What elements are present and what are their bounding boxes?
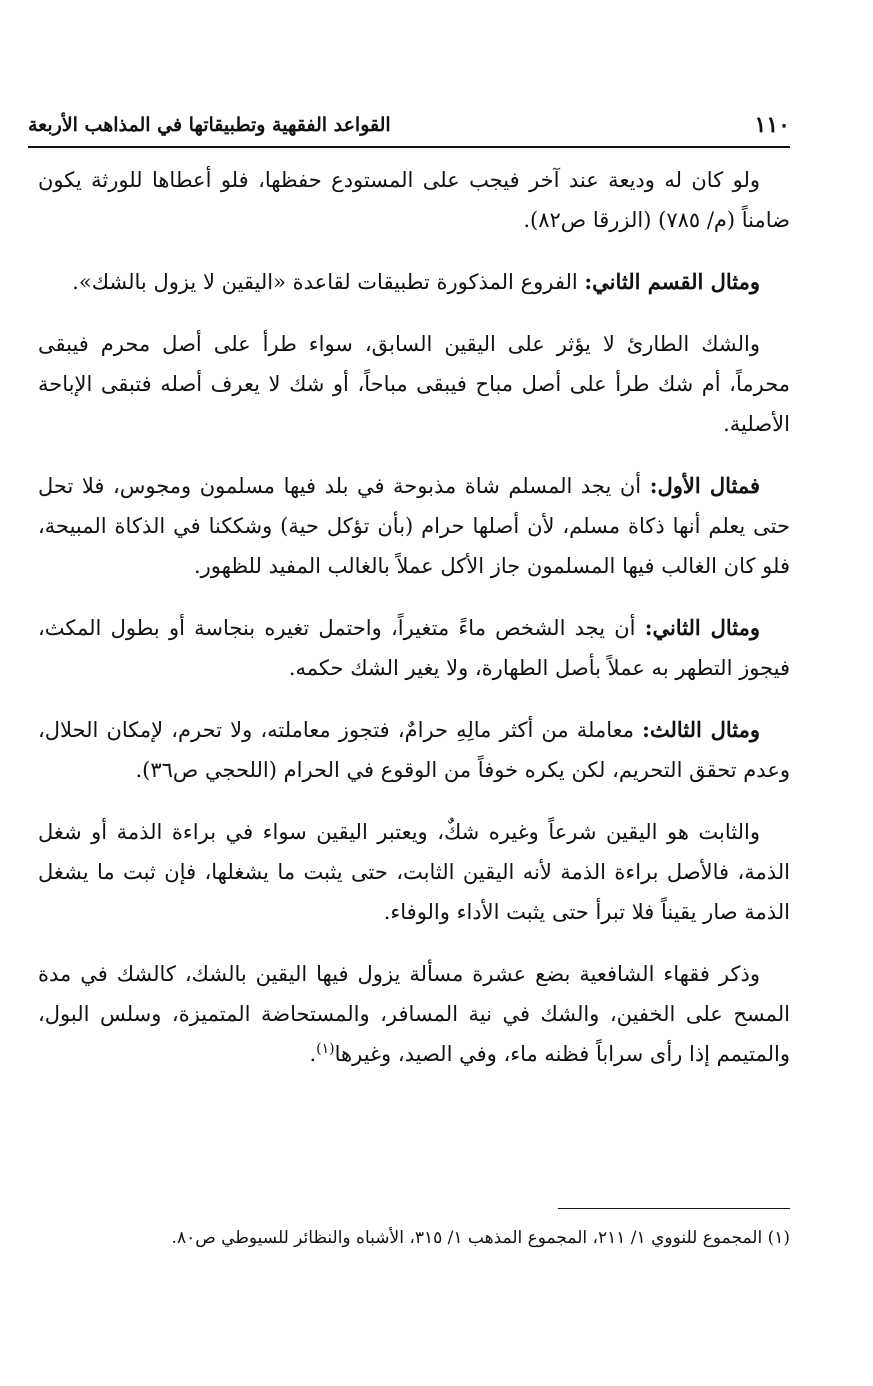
paragraph-lead: ومثال القسم الثاني:	[584, 269, 760, 294]
paragraph-lead: فمثال الأول:	[649, 473, 761, 498]
paragraph	[38, 710, 790, 790]
footnote-reference[interactable]: (١)	[316, 1041, 335, 1057]
paragraph	[38, 812, 790, 932]
paragraph-text: معاملة من أكثر مالِهِ حرامٌ، فتجوز معاملته، ولا تحرم، لإمكان الحلال، وعدم تحقق التحريم، لكن يكره خوفاً من الوقوع في الحرام (اللحجي ص٣٦).	[38, 718, 790, 782]
running-title: القواعد الفقهية وتطبيقاتها في المذاهب الأربعة	[28, 114, 391, 136]
paragraph	[38, 954, 790, 1074]
paragraph-text: الفروع المذكورة تطبيقات لقاعدة «اليقين لا يزول بالشك».	[72, 270, 585, 294]
footnote: (١) المجموع للنووي ١/ ٢١١، المجموع المذهب ١/ ٣١٥، الأشباه والنظائر للسيوطي ص٨٠.	[171, 1228, 790, 1248]
paragraph-lead: ومثال الثاني:	[644, 615, 760, 640]
page-number: ١١٠	[754, 112, 790, 138]
header-divider	[28, 146, 790, 148]
footnote-divider	[558, 1208, 790, 1209]
paragraph-text: وذكر فقهاء الشافعية بضع عشرة مسألة يزول فيها اليقين بالشك، كالشك في مدة المسح على الخفين، والشك في نية المسافر، والمستحاضة المتميزة، وسلس البول، والمتيمم إذا رأى سراباً فظنه ماء، وفي الصيد، وغيرها	[38, 962, 790, 1066]
paragraph	[38, 466, 790, 586]
paragraph-text: ولو كان له وديعة عند آخر فيجب على المستودع حفظها، فلو أعطاها للورثة يكون ضامناً (م/ ٧٨٥) (الزرقا ص٨٢).	[38, 168, 790, 232]
main-text	[38, 160, 790, 1096]
paragraph-text: والشك الطارئ لا يؤثر على اليقين السابق، سواء طرأ على أصل محرم فيبقى محرماً، أم شك طرأ على أصل مباح فيبقى مباحاً، أو شك لا يعرف أصله فتبقى الإباحة الأصلية.	[38, 332, 790, 436]
paragraph-tail: .	[309, 1042, 317, 1066]
paragraph-text: أن يجد المسلم شاة مذبوحة في بلد فيها مسلمون ومجوس، فلا تحل حتى يعلم أنها ذكاة مسلم، لأن أصلها حرام (بأن تؤكل حية) وشككنا في الذكاة المبيحة، فلو كان الغالب فيها المسلمون جاز الأكل عملاً بالغالب المفيد للظهور.	[38, 474, 790, 578]
paragraph-lead: ومثال الثالث:	[642, 717, 760, 742]
paragraph	[38, 160, 790, 240]
paragraph-text: والثابت هو اليقين شرعاً وغيره شكٌ، ويعتبر اليقين سواء في براءة الذمة أو شغل الذمة، فالأصل براءة الذمة لأنه اليقين الثابت، حتى يثبت ما يشغلها، فإن ثبت ما يشغل الذمة صار يقيناً فلا تبرأ حتى يثبت الأداء والوفاء.	[38, 820, 790, 924]
page-header	[28, 112, 790, 144]
paragraph	[38, 262, 790, 302]
paragraph-text: أن يجد الشخص ماءً متغيراً، واحتمل تغيره بنجاسة أو بطول المكث، فيجوز التطهر به عملاً بأصل الطهارة، ولا يغير الشك حكمه.	[38, 616, 790, 680]
paragraph	[38, 608, 790, 688]
paragraph	[38, 324, 790, 444]
